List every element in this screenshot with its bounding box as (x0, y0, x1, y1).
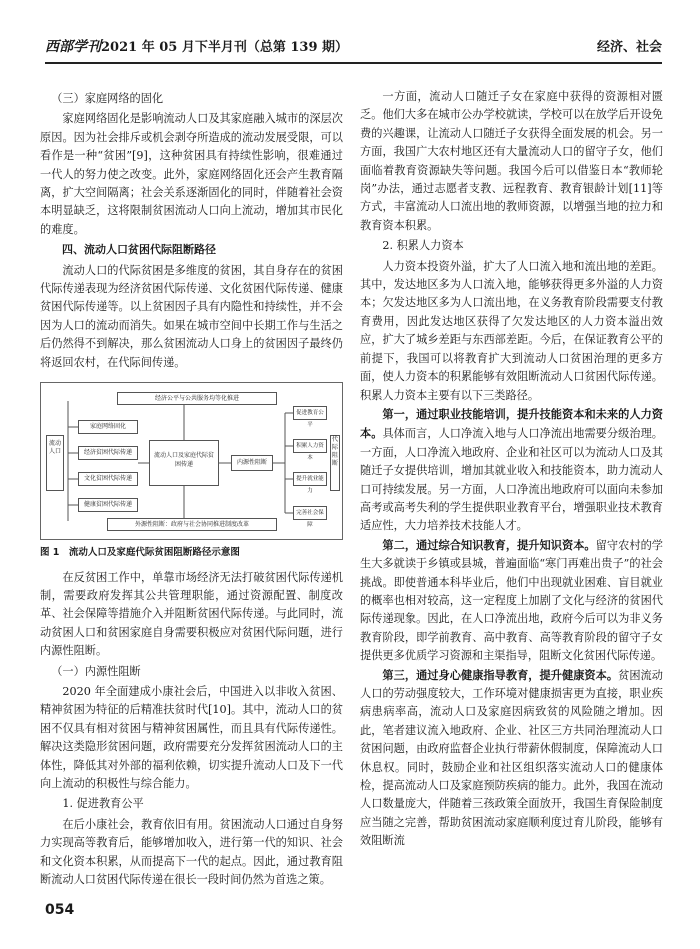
paragraph-lead: 第二，通过综合知识教育，提升知识资本。 (382, 537, 596, 552)
paragraph-lead: 第三，通过身心健康指导教育，提升健康资本。 (382, 667, 619, 682)
diagram-left-box: 家庭网络固化 (78, 420, 138, 434)
paragraph: 在后小康社会，教育依旧有用。贫困流动人口通过自身努力实现高等教育后，能够增加收入，进行第一代的知识、社会和文化资本积累，从而提高下一代的起点。因此，通过教育阻断流动人口贫困代际传递在很长一段时间仍然为首选之策。 (40, 817, 343, 886)
paragraph: 在反贫困工作中，单靠市场经济无法打破贫困代际传递机制，需要政府发挥其公共管理职能，通过资源配置、制度改革、社会保障等措施介入并阻断贫困代际传递。与此同时，流动贫困人口和贫困家庭自身需要积极应对贫困代际问题，进行内源性阻断。 (40, 570, 343, 658)
paragraph (360, 666, 663, 851)
diagram-right-label: 代际阻断 (330, 435, 340, 491)
subheading-family-network: （三）家庭网络的固化 (51, 92, 164, 105)
paragraph (360, 536, 663, 666)
journal-logo: 西部学刊 (45, 39, 101, 55)
left-column (40, 88, 343, 889)
diagram-bottom-box: 外源性阻断：政府与社会协同推进制度改革 (107, 518, 277, 531)
paragraph: 家庭网络固化是影响流动人口及其家庭融入城市的深层次原因。因为社会排斥或机会剥夺所造成的流动发展受限，可以看作是一种“贫困”[9]，这种贫困具有持续性影响，很难通过一代人的努力使之改变。此外，家庭网络固化还会产生教育隔离，扩大空间隔离；社会关系逐渐固化的同时，伴随着社会资本明显缺乏，这将限制贫困流动人口向上流动，增加其市民化的难度。 (40, 112, 343, 236)
diagram-figure (40, 382, 343, 540)
header-rule (45, 62, 662, 64)
paragraph: 人力资本投资外溢，扩大了人口流入地和流出地的差距。其中，发达地区多为人口流入地，能够获得更多外溢的人力资本；欠发达地区多为人口流出地，在义务教育阶段需要支付教育费用，因此发达地区获得了欠发达地区的人力资本溢出效应，扩大了城乡差距与东西部差距。今后，在保证教育公平的前提下，我国可以将教育扩大到流动人口贫困治理的更多方面，使人力资本的积累能够有效阻断流动人口贫困代际传递。积累人力资本主要有以下三类路径。 (360, 259, 663, 402)
subheading-endogenous: （一）内源性阻断 (51, 664, 141, 678)
subheading-education-equity: 1. 促进教育公平 (62, 797, 144, 811)
right-column (360, 88, 663, 851)
diagram-right-box: 完善社会保障 (293, 506, 327, 520)
diagram-top-box: 经济公平与公共服务均等化推进 (117, 392, 277, 405)
diagram-right-box: 积累人力资本 (293, 439, 327, 453)
paragraph: 2020 年全面建成小康社会后，中国进入以非收入贫困、精神贫困为特征的后精准扶贫时代[10]。其中，流动人口的贫困不仅具有相对贫困与精神贫困属性，而且具有代际传递性。解决这类隐形贫困问题，政府需要充分发挥贫困流动人口的主体性，降低其对外部的福利依赖，切实提升流动人口及下一代向上流动的积极性与综合能力。 (40, 684, 343, 790)
diagram-left-box: 经济贫困代际传递 (78, 446, 138, 460)
section-heading: 四、流动人口贫困代际阻断路径 (62, 243, 216, 257)
diagram-left-box: 健康贫困代际传递 (78, 498, 138, 512)
page-number: 054 (45, 902, 75, 918)
diagram-center-box: 流动人口及家庭代际贫困传递 (149, 440, 219, 486)
diagram-right-box: 促进教育公平 (293, 406, 327, 420)
page-header (45, 36, 662, 60)
paragraph-body: 具体而言，人口净流入地与人口净流出地需要分级治理。一方面，人口净流入地政府、企业和社区可以为流动人口及其随迁子女提供培训，增加其就业收入和技能资本，助力流动人口可持续发展。另一方面，人口净流出地政府可以面向未参加高考或高考失利的学生提供职业教育平台，增强职业技术教育适应性，大力培养技术技能人才。 (360, 427, 663, 533)
paragraph-lead: 第一，通过职业技能培训，提升技能资本和未来的人力资本。 (360, 406, 663, 441)
diagram-left-box: 文化贫困代际传递 (78, 472, 138, 486)
subheading-human-capital: 2. 积累人力资本 (382, 239, 464, 253)
section-title: 经济、社会 (596, 40, 662, 55)
paragraph-body: 贫困流动人口的劳动强度较大，工作环境对健康损害更为直接，职业疾病患病率高，流动人口及家庭因病致贫的风险随之增加。因此，笔者建议流入地政府、企业、社区三方共同治理流动人口贫困问题，由政府监督企业执行带薪休假制度，保障流动人口休息权。同时，鼓励企业和社区组织落实流动人口的健康体检，提高流动人口及家庭预防疾病的能力。此外，我国在流动人口数量庞大，伴随着三孩政策全面放开，我国生育保险制度应当随之完善，帮助贫困流动家庭顺利度过育儿阶段，能够有效阻断流 (360, 668, 663, 848)
paragraph: 一方面，流动人口随迁子女在家庭中获得的资源相对匮乏。他们大多在城市公办学校就读，学校可以在放学后开设免费的兴趣课，让流动人口随迁子女获得全面发展的机会。另一方面，我国广大农村地区还有大量流动人口的留守子女，他们面临着教育资源缺失等问题。我国今后可以借鉴日本“教师轮岗”办法，通过志愿者支教、远程教育、教育银龄计划[11]等方式，丰富流动人口流出地的教师资源，以增强当地的拉力和教育资本积累。 (360, 90, 663, 232)
paragraph: 流动人口的代际贫困是多维度的贫困，其自身存在的贫困代际传递表现为经济贫困代际传递、文化贫困代际传递、健康贫困代际传递等。以上贫困因子具有内隐性和持续性，并不会因为人口的流动而消失。如果在城市空间中长期工作与生活之后仍然得不到解决，那么贫困流动人口身上的贫困因子最终仍将返回农村，在代际间传递。 (40, 263, 343, 369)
diagram-right-box: 提升就业能力 (293, 472, 327, 486)
diagram-mid-box: 内源性阻断 (231, 455, 273, 471)
diagram-left-label: 流动人口 (46, 435, 64, 491)
issue-info: 2021 年 05 月下半月刊（总第 139 期） (101, 40, 349, 55)
paragraph-body: 留守农村的学生大多就读于乡镇或县城，普遍面临“寒门再难出贵子”的社会挑战。即使普通本科毕业后，他们中出现就业困难、盲目就业的概率也相对较高，这一定程度上加剧了文化与经济的贫困代际传递现象。因此，在人口净流出地，政府今后可以为非义务教育阶段，即学前教育、高中教育、高等教育阶段的留守子女提供更多优质学习资源和主渠指导，阻断文化贫困代际传递。 (360, 538, 663, 663)
figure-caption: 图 1 流动人口及家庭代际贫困阻断路径示意图 (40, 547, 240, 559)
paragraph (360, 405, 663, 536)
journal-brand (45, 36, 348, 56)
